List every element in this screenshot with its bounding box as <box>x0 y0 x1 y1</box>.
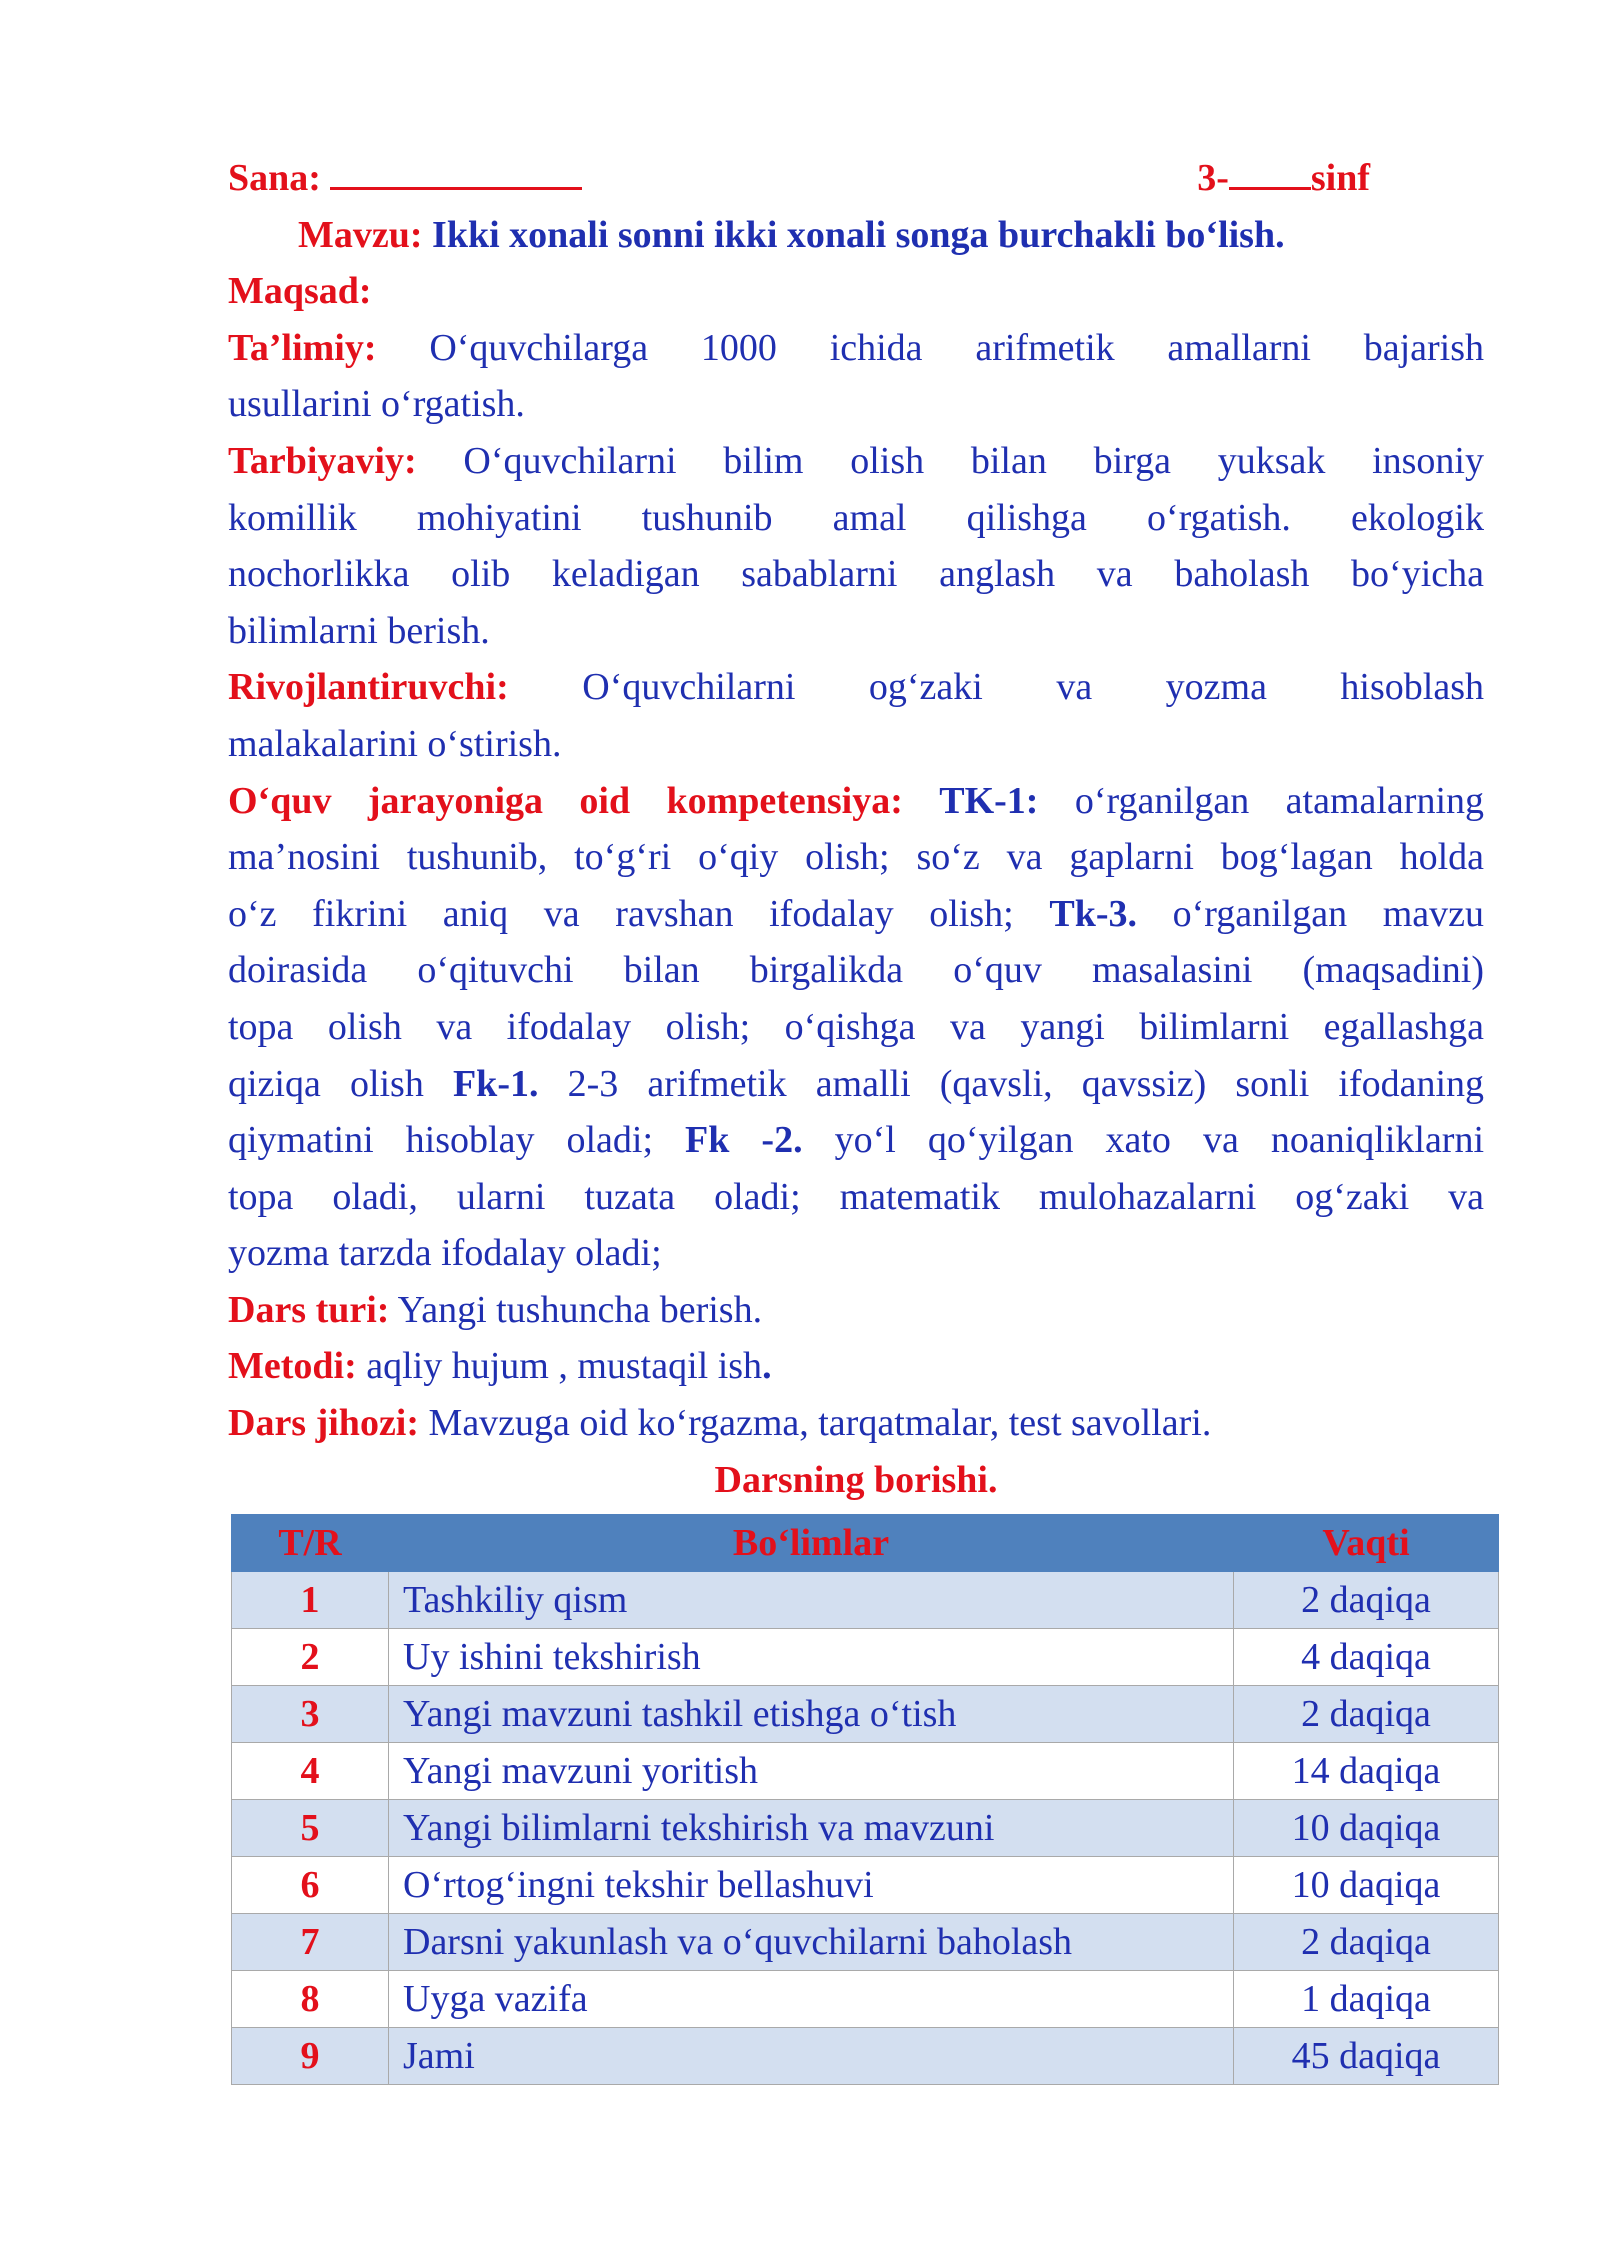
row-time: 10 daqiqa <box>1234 1857 1499 1914</box>
educational-line-1 <box>228 320 1484 377</box>
competency-text-7b: yo‘l qo‘yilgan xato va noaniqliklarni <box>834 1119 1485 1162</box>
grade-suffix: sinf <box>1310 157 1370 199</box>
table-row <box>232 2028 1499 2085</box>
table-header-row <box>232 1515 1499 1572</box>
method-line <box>228 1338 1484 1395</box>
tk1-label: TK-1: <box>939 779 1039 822</box>
row-section: Uyga vazifa <box>389 1971 1234 2028</box>
tk3-label: Tk-3. <box>1049 892 1137 935</box>
row-section: Yangi mavzuni tashkil etishga o‘tish <box>389 1686 1234 1743</box>
developmental-line-1 <box>228 659 1484 716</box>
row-number: 2 <box>232 1629 389 1686</box>
row-time: 1 daqiqa <box>1234 1971 1499 2028</box>
table-row <box>232 1800 1499 1857</box>
lesson-type-line <box>228 1282 1484 1339</box>
progress-title-line <box>228 1452 1484 1509</box>
developmental-label: Rivojlantiruvchi: <box>228 666 509 709</box>
date-field <box>228 150 582 207</box>
goal-label: Maqsad: <box>228 270 372 313</box>
date-label: Sana: <box>228 157 321 199</box>
upbringing-line-2: komillik mohiyatini tushunib amal qilishga o‘rgatish. ekologik <box>228 496 1484 539</box>
competency-text-6a: qiziqa olish <box>228 1062 424 1105</box>
developmental-text-1: O‘quvchilarni og‘zaki va yozma hisoblash <box>582 666 1484 709</box>
table-row <box>232 1971 1499 2028</box>
upbringing-line-4: bilimlarni berish. <box>228 609 490 652</box>
row-time: 2 daqiqa <box>1234 1572 1499 1629</box>
educational-line-2: usullarini o‘rgatish. <box>228 383 525 426</box>
equipment-text: Mavzuga oid ko‘rgazma, tarqatmalar, test savollari. <box>428 1402 1212 1445</box>
grade-field <box>1197 150 1370 207</box>
row-section: Darsni yakunlash va o‘quvchilarni baholash <box>389 1914 1234 1971</box>
date-blank <box>330 157 582 190</box>
row-number: 5 <box>232 1800 389 1857</box>
competency-line-3 <box>228 886 1484 943</box>
table-row <box>232 1572 1499 1629</box>
row-time: 4 daqiqa <box>1234 1629 1499 1686</box>
lesson-plan <box>228 150 1484 2085</box>
competency-line-7 <box>228 1112 1484 1169</box>
row-section: Yangi mavzuni yoritish <box>389 1743 1234 1800</box>
table-row <box>232 1629 1499 1686</box>
row-number: 7 <box>232 1914 389 1971</box>
educational-label: Ta’limiy: <box>228 326 377 369</box>
method-label: Metodi: <box>228 1345 357 1388</box>
competency-text-3a: o‘z fikrini aniq va ravshan ifodalay olish; <box>228 892 1014 935</box>
competency-text-1: o‘rganilgan atamalarning <box>1074 779 1485 822</box>
grade-prefix: 3- <box>1197 157 1229 199</box>
header-number: T/R <box>232 1515 389 1572</box>
method-dot: . <box>762 1345 772 1388</box>
topic-line <box>228 207 1484 264</box>
row-number: 1 <box>232 1572 389 1629</box>
competency-line-6 <box>228 1056 1484 1113</box>
equipment-line <box>228 1395 1484 1452</box>
topic-text: Ikki xonali sonni ikki xonali songa burchakli bo‘lish. <box>432 213 1285 256</box>
developmental-line-2: malakalarini o‘stirish. <box>228 722 562 765</box>
lesson-type-label: Dars turi: <box>228 1288 390 1331</box>
row-section: Jami <box>389 2028 1234 2085</box>
topic-label: Mavzu: <box>298 213 423 256</box>
fk2-label: Fk -2. <box>685 1119 803 1162</box>
table-row <box>232 1743 1499 1800</box>
grade-blank <box>1229 157 1311 190</box>
table-row <box>232 1857 1499 1914</box>
competency-text-3b: o‘rganilgan mavzu <box>1172 892 1485 935</box>
row-section: Yangi bilimlarni tekshirish va mavzuni <box>389 1800 1234 1857</box>
educational-text-1: O‘quvchilarga 1000 ichida arifmetik amallarni bajarish <box>429 326 1485 369</box>
competency-line-1 <box>228 773 1484 830</box>
row-section: Uy ishini tekshirish <box>389 1629 1234 1686</box>
header-section: Bo‘limlar <box>389 1515 1234 1572</box>
row-time: 45 daqiqa <box>1234 2028 1499 2085</box>
header-row <box>228 150 1484 207</box>
row-number: 6 <box>232 1857 389 1914</box>
fk1-label: Fk-1. <box>452 1062 539 1105</box>
upbringing-line-1 <box>228 433 1484 490</box>
row-time: 10 daqiqa <box>1234 1800 1499 1857</box>
row-time: 2 daqiqa <box>1234 1686 1499 1743</box>
table-row <box>232 1686 1499 1743</box>
competency-label: O‘quv jarayoniga oid kompetensiya: <box>228 779 903 822</box>
method-text: aqliy hujum , mustaqil ish <box>366 1345 763 1388</box>
progress-title: Darsning borishi. <box>714 1458 998 1501</box>
row-number: 3 <box>232 1686 389 1743</box>
row-section: O‘rtog‘ingni tekshir bellashuvi <box>389 1857 1234 1914</box>
upbringing-text-1: O‘quvchilarni bilim olish bilan birga yuksak insoniy <box>463 439 1484 482</box>
row-time: 2 daqiqa <box>1234 1914 1499 1971</box>
upbringing-line-3: nochorlikka olib keladigan sabablarni anglash va baholash bo‘yicha <box>228 553 1484 596</box>
equipment-label: Dars jihozi: <box>228 1402 420 1445</box>
competency-line-9: yozma tarzda ifodalay oladi; <box>228 1232 662 1275</box>
row-number: 9 <box>232 2028 389 2085</box>
lesson-schedule-table <box>231 1514 1499 2085</box>
header-time: Vaqti <box>1234 1515 1499 1572</box>
competency-line-5: topa olish va ifodalay olish; o‘qishga va yangi bilimlarni egallashga <box>228 1005 1484 1048</box>
row-number: 8 <box>232 1971 389 2028</box>
table-row <box>232 1914 1499 1971</box>
lesson-type-text: Yangi tushuncha berish. <box>397 1288 763 1331</box>
row-number: 4 <box>232 1743 389 1800</box>
competency-text-7a: qiymatini hisoblay oladi; <box>228 1119 654 1162</box>
upbringing-label: Tarbiyaviy: <box>228 439 417 482</box>
competency-line-2: ma’nosini tushunib, to‘g‘ri o‘qiy olish; so‘z va gaplarni bog‘lagan holda <box>228 836 1484 879</box>
row-section: Tashkiliy qism <box>389 1572 1234 1629</box>
goal-heading <box>228 263 1484 320</box>
row-time: 14 daqiqa <box>1234 1743 1499 1800</box>
competency-line-4: doirasida o‘qituvchi bilan birgalikda o‘quv masalasini (maqsadini) <box>228 949 1484 992</box>
competency-text-6b: 2-3 arifmetik amalli (qavsli, qavssiz) sonli ifodaning <box>567 1062 1485 1105</box>
competency-line-8: topa oladi, ularni tuzata oladi; matematik mulohazalarni og‘zaki va <box>228 1175 1484 1218</box>
